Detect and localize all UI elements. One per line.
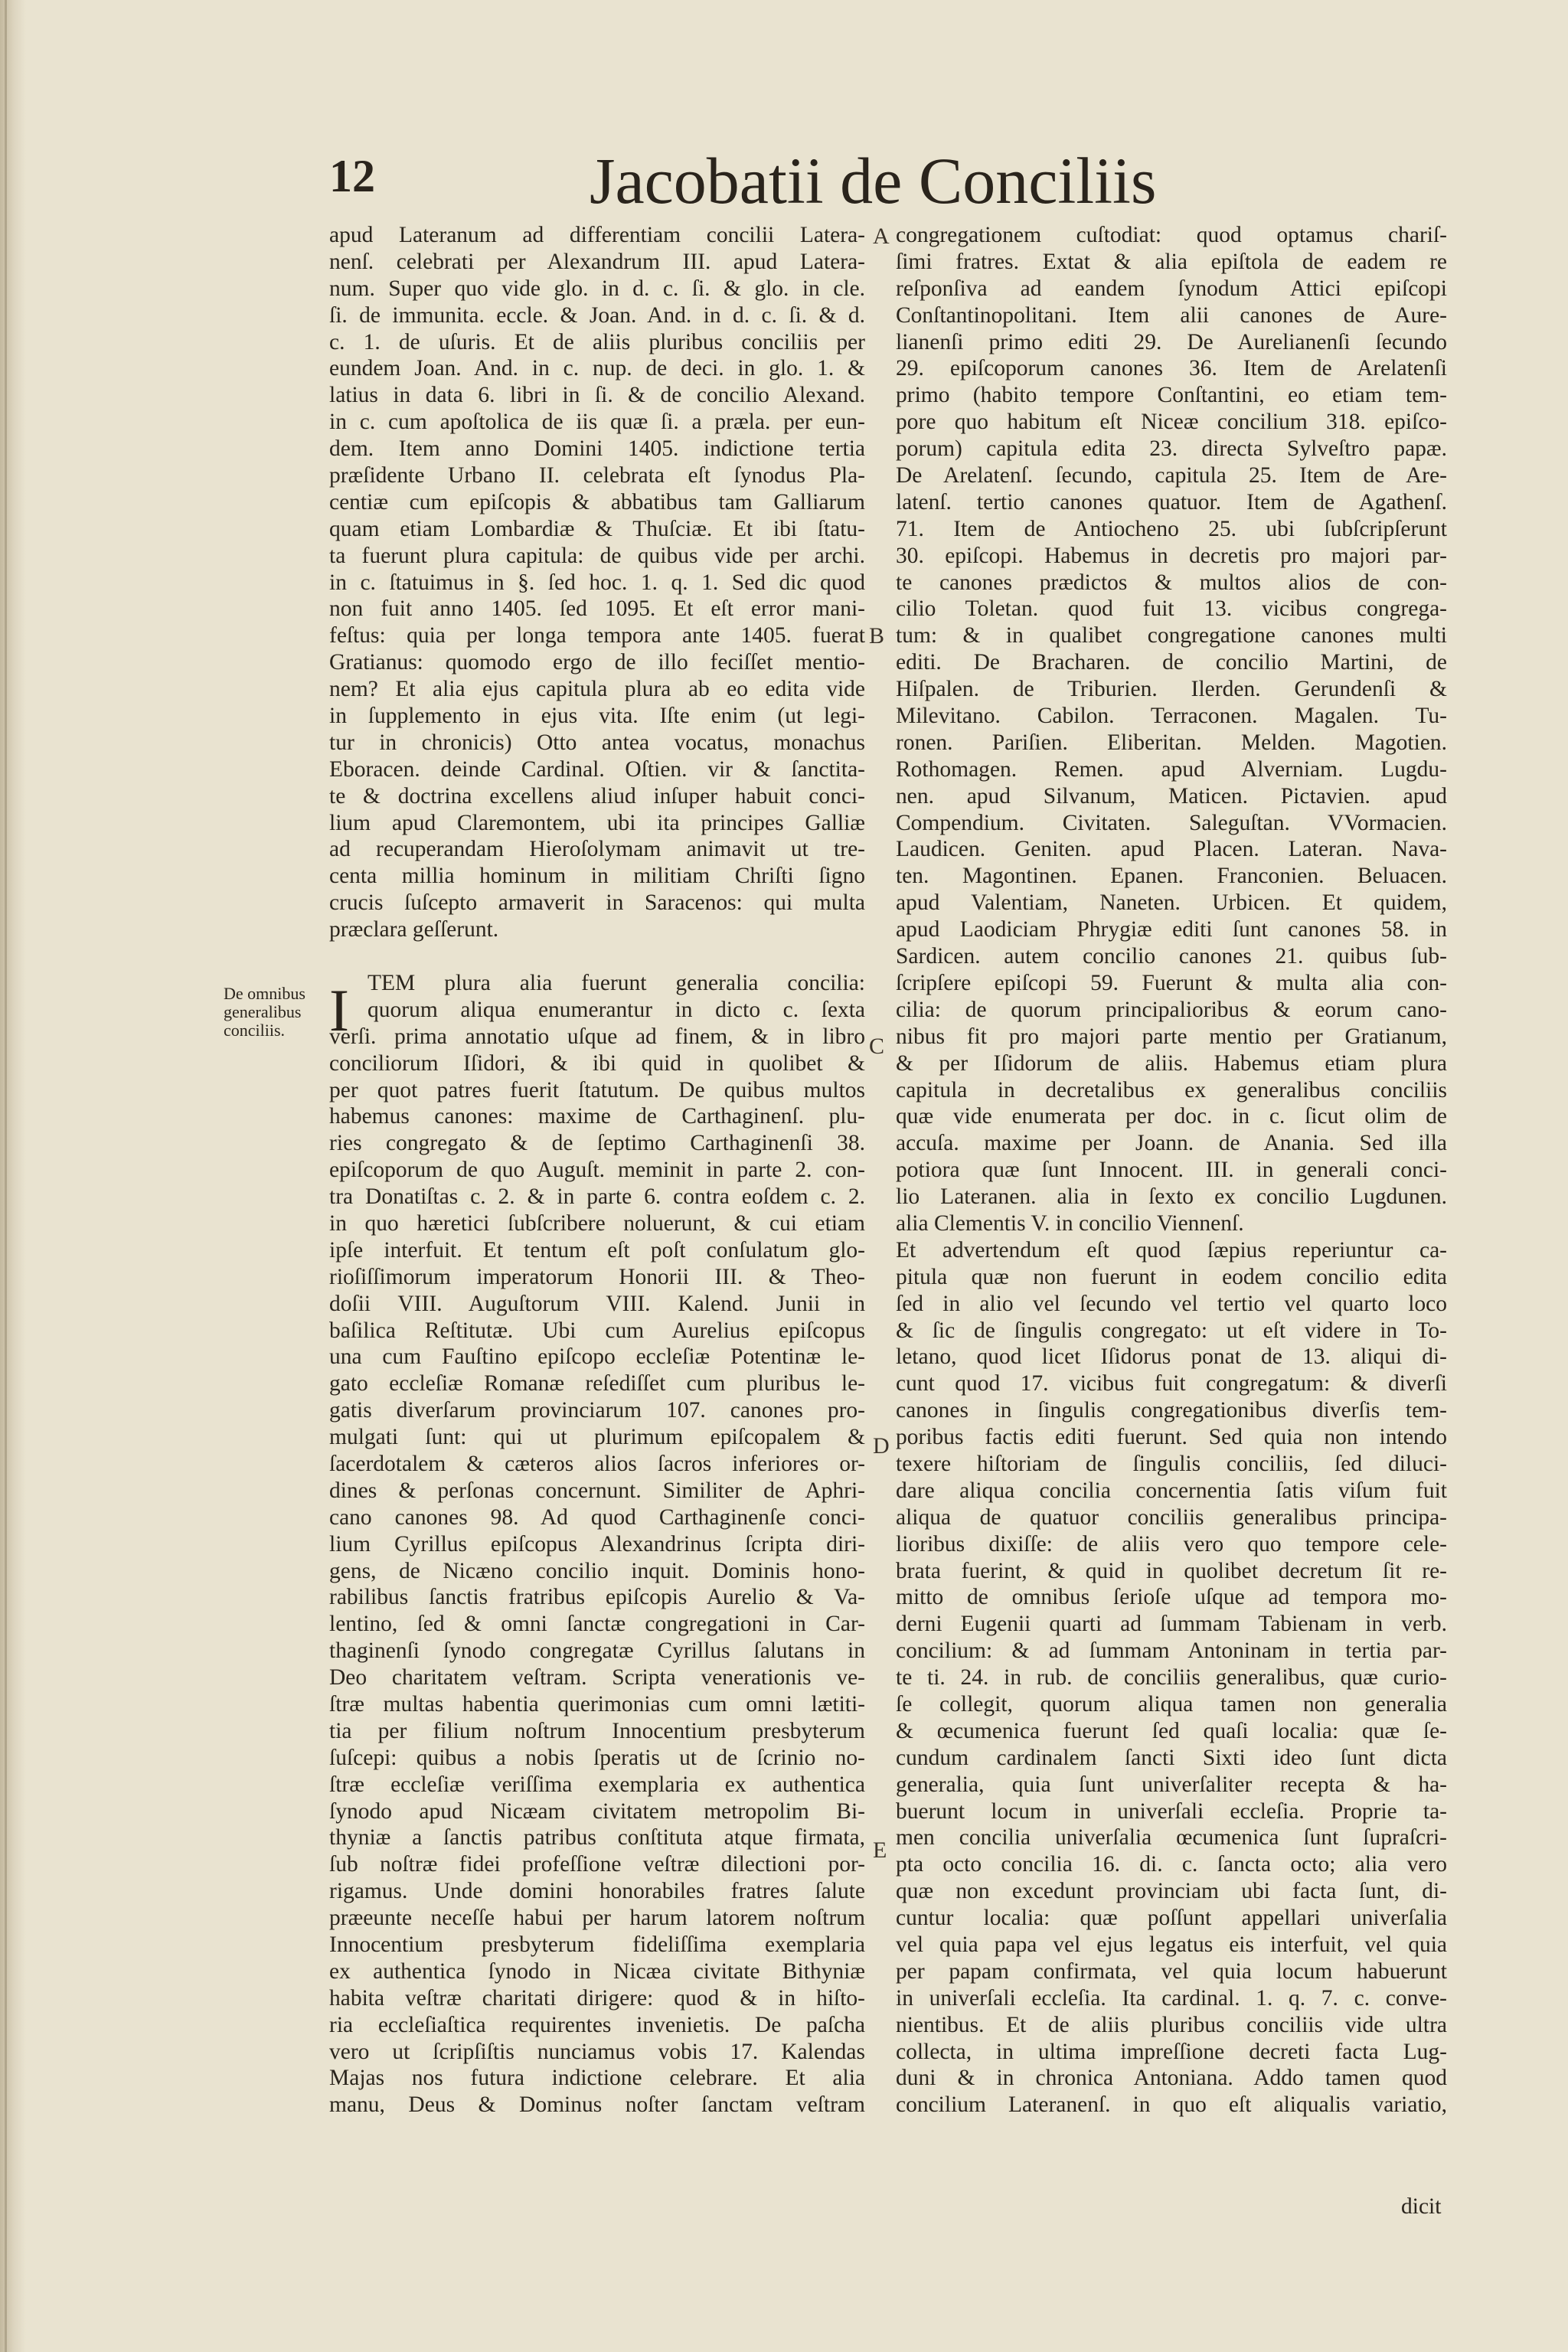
gutter-rule — [5, 0, 7, 2352]
text-line: quorum aliqua enumerantur in dicto c. ſexta — [368, 997, 865, 1022]
text-line: ten. Magontinen. Epanen. Franconien. Beluacen. — [896, 864, 1447, 889]
text-line: lium apud Claremontem, ubi ita principes Galliæ — [329, 810, 865, 835]
text-line: accuſa. maxime per Joann. de Anania. Sed illa — [896, 1131, 1447, 1156]
text-line: habemus canones: maxime de Carthaginenſ. plu- — [329, 1104, 865, 1129]
text-line: rioſiſſimorum imperatorum Honorii III. & Theo- — [329, 1264, 865, 1289]
text-line: ta fuerunt plura capitula: de quibus vide per archi. — [329, 543, 865, 568]
text-line: nen. apud Silvanum, Maticen. Pictavien. apud — [896, 783, 1447, 808]
text-line: ſimi fratres. Extat & alia epiſtola de eadem re — [896, 249, 1447, 274]
text-line: alia Clementis V. in concilio Viennenſ. — [896, 1210, 1244, 1236]
text-line: & per Iſidorum de aliis. Habemus etiam plura — [896, 1050, 1447, 1076]
text-line: ad recuperandam Hieroſolymam animavit ut tre- — [329, 837, 865, 862]
text-line: apud Laodiciam Phrygiæ editi ſunt canones 58. in — [896, 917, 1447, 942]
text-line: tia per filium noſtrum Innocentium presbyterum — [329, 1718, 865, 1743]
text-line: ſtræ multas habentia querimonias cum omni lætiti- — [329, 1691, 865, 1717]
text-line: Sardicen. autem concilio canones 21. quibus ſub- — [896, 944, 1447, 969]
margin-note-line: conciliis. — [224, 1021, 286, 1040]
text-line: ipſe interfuit. Et tentum eſt poſt conſulatum glo- — [329, 1237, 865, 1263]
text-line: editi. De Bracharen. de concilio Martini, de — [896, 650, 1447, 675]
section-letter-a: A — [873, 224, 890, 249]
text-line: latenſ. tertio canones quatuor. Item de Agathenſ. — [896, 489, 1447, 514]
text-line: canones in ſingulis congregationibus diverſis tem- — [896, 1398, 1447, 1423]
text-line: latius in data 6. libri in ſi. & de concilio Alexand. — [329, 383, 865, 408]
text-line: congregationem cuſtodiat: quod optamus chariſ- — [896, 223, 1447, 247]
text-line: brata fuerint, & quid in quolibet decretum ſit re- — [896, 1558, 1447, 1583]
text-line: cano canones 98. Ad quod Carthaginenſe conci- — [329, 1504, 865, 1530]
text-line: manu, Deus & Dominus noſter ſanctam veſtram — [329, 2092, 865, 2118]
text-line: thyniæ a ſanctis patribus conſtituta atque firmata, — [329, 1825, 865, 1851]
text-line: cunt quod 17. vicibus fuit congregatum: & diverſi — [896, 1371, 1447, 1396]
text-line: dare aliqua concilia concernentia ſatis viſum fuit — [896, 1478, 1447, 1503]
text-line: eundem Joan. And. in c. nup. de deci. in glo. 1. & — [329, 356, 865, 381]
text-line: gens, de Nicæno concilio inquit. Dominis hono- — [329, 1558, 865, 1583]
text-line: ria eccleſiaſtica requirentes invenietis. De paſcha — [329, 2012, 865, 2037]
text-line: TEM plura alia fuerunt generalia concilia: — [368, 970, 865, 995]
text-line: concilium Lateranenſ. in quo eſt aliqualis variatio, — [896, 2092, 1447, 2118]
text-line: Deo charitatem veſtram. Scripta venerationis ve- — [329, 1665, 865, 1690]
margin-note-line: generalibus — [224, 1002, 302, 1021]
text-line: centa millia hominum in militiam Chriſti ſigno — [329, 864, 865, 889]
text-line: ex authentica ſynodo in Nicæa civitate Bithyniæ — [329, 1958, 865, 1984]
text-line: una cum Fauſtino epiſcopo eccleſiæ Potentinæ le- — [329, 1344, 865, 1370]
text-line: lium Cyrillus epiſcopus Alexandrinus ſcripta diri- — [329, 1531, 865, 1557]
text-line: ſcripſere epiſcopi 59. Fuerunt & multa alia con- — [896, 970, 1447, 995]
text-line: te canones prædictos & multos alios de con- — [896, 570, 1447, 595]
text-line: ſuſcepi: quibus a nobis ſperatis ut de ſcrinio no- — [329, 1745, 865, 1770]
text-line: duni & in chronica Antoniana. Addo tamen quod — [896, 2066, 1447, 2091]
text-line: dines & perſonas concernunt. Similiter de Aphri- — [329, 1478, 865, 1503]
text-line: Gratianus: quomodo ergo de illo feciſſet mentio- — [329, 650, 865, 675]
text-line: in quo hæretici ſubſcribere noluerunt, & cui etiam — [329, 1210, 865, 1236]
text-line: derni Eugenii quarti ad ſummam Tabienam in verb. — [896, 1612, 1447, 1637]
text-line: Rothomagen. Remen. apud Alverniam. Lugdu- — [896, 756, 1447, 782]
text-line: nem? Et alia ejus capitula plura ab eo edita vide — [329, 677, 865, 702]
text-line: tur in chronicis) Otto antea vocatus, monachus — [329, 730, 865, 755]
text-line: Laudicen. Geniten. apud Placen. Lateran. Nava- — [896, 837, 1447, 862]
text-line: concilium: & ad ſummam Antoninam in tertia par- — [896, 1638, 1447, 1664]
text-line: quæ vide enumerata per doc. in c. ſicut olim de — [896, 1104, 1447, 1129]
text-line: nientibus. Et de aliis pluribus conciliis vide ultra — [896, 2012, 1447, 2037]
text-line: quam etiam Lombardiæ & Thuſciæ. Et ibi ſtatu- — [329, 516, 865, 541]
text-line: non fuit anno 1405. ſed 1095. Et eſt error mani- — [329, 596, 865, 622]
text-line: mulgati ſunt: qui ut plurimum epiſcopalem & — [329, 1425, 865, 1450]
text-line: 29. epiſcoporum canones 36. Item de Arelatenſi — [896, 356, 1447, 381]
right-text-column — [896, 222, 1447, 2118]
text-line: lianenſi primo editi 29. De Aurelianenſi ſecundo — [896, 329, 1447, 354]
text-line: mitto de omnibus ſerioſe uſque ad tempora mo- — [896, 1585, 1447, 1610]
drop-initial: I — [329, 977, 349, 1044]
text-line: gatis diverſarum provinciarum 107. canones pro- — [329, 1398, 865, 1423]
text-line: apud Valentiam, Naneten. Urbicen. Et quidem, — [896, 890, 1447, 916]
text-line — [329, 943, 865, 970]
text-line: pore quo habitum eſt Niceæ concilium 318. epiſco- — [896, 410, 1447, 435]
text-line: primo (habito tempore Conſtantini, eo etiam tem- — [896, 383, 1447, 408]
text-line: potiora quæ ſunt Innocent. III. in generali conci- — [896, 1158, 1447, 1183]
text-line: cuntur localia: quæ poſſunt appellari univerſalia — [896, 1906, 1447, 1931]
text-line: thaginenſi ſynodo congregatæ Cyrillus ſalutans in — [329, 1638, 865, 1664]
text-line: in ſupplemento in ejus vita. Iſte enim (ut legi- — [329, 704, 865, 729]
text-line: & ſic de ſingulis congregato: ut eſt videre in To- — [896, 1318, 1447, 1343]
text-line: pta octo concilia 16. di. c. ſancta octo; alia vero — [896, 1852, 1447, 1877]
text-line: cilia: de quorum principalioribus & eorum cano- — [896, 997, 1447, 1022]
text-line: collecta, in ultima impreſſione decreti facta Lug- — [896, 2039, 1447, 2064]
text-line: in univerſali eccleſia. Ita cardinal. 1. q. 7. c. conve- — [896, 1985, 1447, 2011]
text-line: conciliorum Iſidori, & ibi quid in quolibet & — [329, 1050, 865, 1076]
text-line: rigamus. Unde domini honorabiles fratres ſalute — [329, 1879, 865, 1904]
text-line: per quot patres fuerit ſtatutum. De quibus multos — [329, 1077, 865, 1102]
text-line: verſi. prima annotatio uſque ad finem, & in libro — [329, 1024, 865, 1049]
text-line: ſynodo apud Nicæam civitatem metropolim Bi- — [329, 1798, 865, 1824]
text-line: pitula quæ non fuerunt in eodem concilio edita — [896, 1264, 1447, 1289]
text-line: epiſcoporum de quo Auguſt. meminit in parte 2. con- — [329, 1158, 865, 1183]
text-line: ſacerdotalem & cæteros alios ſacros inferiores or- — [329, 1451, 865, 1476]
text-line: generalia, quia ſunt univerſaliter recepta & ha- — [896, 1772, 1447, 1797]
text-line: reſponſiva ad eandem ſynodum Attici epiſcopi — [896, 276, 1447, 301]
text-line: 71. Item de Antiocheno 25. ubi ſubſcripſerunt — [896, 516, 1447, 541]
text-line: men concilia univerſalia œcumenica ſunt ſupraſcri- — [896, 1825, 1447, 1851]
page-number: 12 — [329, 151, 375, 201]
text-line: tum: & in qualibet congregatione canones multi — [896, 623, 1447, 648]
text-line: tra Donatiſtas c. 2. & in parte 6. contra eoſdem c. 2. — [329, 1184, 865, 1210]
text-line: te ti. 24. in rub. de conciliis generalibus, quæ curio- — [896, 1665, 1447, 1690]
text-line: centiæ cum epiſcopis & abbatibus tam Galliarum — [329, 489, 865, 514]
text-line: Compendium. Civitaten. Saleguſtan. VVormacien. — [896, 810, 1447, 835]
text-line: rabilibus ſanctis fratribus epiſcopis Aurelio & Va- — [329, 1585, 865, 1610]
left-text-column — [329, 222, 865, 2118]
text-line: feſtus: quia per longa tempora ante 1405. fuerat — [329, 623, 865, 648]
text-line: ſtræ eccleſiæ veriſſima exemplaria ex authentica — [329, 1772, 865, 1797]
text-line: baſilica Reſtitutæ. Ubi cum Aurelius epiſcopus — [329, 1318, 865, 1343]
text-line: ſed in alio vel ſecundo vel tertio vel quarto loco — [896, 1291, 1447, 1316]
text-line: ſub noſtræ fidei profeſſione veſtræ dilectioni por- — [329, 1852, 865, 1877]
text-line: crucis ſuſcepto armaverit in Saracenos: qui multa — [329, 890, 865, 916]
text-line: in c. ſtatuimus in §. ſed hoc. 1. q. 1. Sed dic quod — [329, 570, 865, 595]
text-line: poribus factis editi fuerunt. Sed quia non intendo — [896, 1425, 1447, 1450]
text-line: in c. cum apoſtolica de iis quæ ſi. a præla. per eun- — [329, 410, 865, 435]
text-line: letano, quod licet Iſidorus ponat de 13. aliqui di- — [896, 1344, 1447, 1370]
text-line: Milevitano. Cabilon. Terraconen. Magalen. Tu- — [896, 704, 1447, 729]
margin-note — [224, 985, 331, 1040]
catchword: dicit — [1401, 2194, 1442, 2219]
text-line: 30. epiſcopi. Habemus in decretis pro majori par- — [896, 543, 1447, 568]
text-line: ſi. de immunita. eccle. & Joan. And. in d. c. ſi. & d. — [329, 302, 865, 328]
text-line: porum) capitula edita 23. directa Sylveſtro papæ. — [896, 436, 1447, 462]
text-line: ries congregato & de ſeptimo Carthaginenſi 38. — [329, 1131, 865, 1156]
text-line: præclara geſſerunt. — [329, 917, 499, 942]
text-line: dem. Item anno Domini 1405. indictione tertia — [329, 436, 865, 462]
section-letter-c: C — [869, 1034, 885, 1059]
text-line: cundum cardinalem ſancti Sixti ideo ſunt dicta — [896, 1745, 1447, 1770]
text-line: habita veſtræ charitati dirigere: quod & in hiſto- — [329, 1985, 865, 2011]
text-line: aliqua de quatuor conciliis generalibus principa- — [896, 1504, 1447, 1530]
section-letter-d: D — [873, 1433, 890, 1459]
text-line: buerunt locum in univerſali eccleſia. Proprie ta- — [896, 1798, 1447, 1824]
text-line: Eboracen. deinde Cardinal. Oſtien. vir & ſanctita- — [329, 756, 865, 782]
text-line: præeunte neceſſe habui per harum latorem noſtrum — [329, 1906, 865, 1931]
text-line: quæ non excedunt provinciam ubi facta ſunt, di- — [896, 1879, 1447, 1904]
section-letter-e: E — [873, 1838, 887, 1863]
text-line: Conſtantinopolitani. Item alii canones de Aure- — [896, 302, 1447, 328]
text-line: ſe collegit, quorum aliqua tamen non generalia — [896, 1691, 1447, 1717]
text-line: capitula in decretalibus ex generalibus conciliis — [896, 1077, 1447, 1102]
text-line: nibus fit pro majori parte mentio per Gratianum, — [896, 1024, 1447, 1049]
text-line: per papam confirmata, vel quia locum habuerunt — [896, 1958, 1447, 1984]
text-line: lentino, ſed & omni ſanctæ congregationi in Car- — [329, 1612, 865, 1637]
text-line: lio Lateranen. alia in ſexto ex concilio Lugdunen. — [896, 1184, 1447, 1210]
text-line: lioribus dixiſſe: de aliis vero quo tempore cele- — [896, 1531, 1447, 1557]
text-line: doſii VIII. Auguſtorum VIII. Kalend. Junii in — [329, 1291, 865, 1316]
text-line: De Arelatenſ. ſecundo, capitula 25. Item de Are- — [896, 463, 1447, 488]
text-line: num. Super quo vide glo. in d. c. ſi. & glo. in cle. — [329, 276, 865, 301]
text-line: nenſ. celebrati per Alexandrum III. apud Latera- — [329, 249, 865, 274]
margin-note-line: De omnibus — [224, 984, 305, 1003]
text-line: & œcumenica fuerunt ſed quaſi localia: quæ ſe- — [896, 1718, 1447, 1743]
text-line: Majas nos futura indictione celebrare. Et alia — [329, 2066, 865, 2091]
text-line: vero ut ſcripſiſtis nunciamus vobis 17. Kalendas — [329, 2039, 865, 2064]
text-line: præſidente Urbano II. celebrata eſt ſynodus Pla- — [329, 463, 865, 488]
text-line: cilio Toletan. quod fuit 13. vicibus congrega- — [896, 596, 1447, 622]
running-title: Jacobatii de Conciliis — [590, 144, 1157, 217]
text-line: Hiſpalen. de Triburien. Ilerden. Gerundenſi & — [896, 677, 1447, 702]
text-line: te & doctrina excellens aliud inſuper habuit conci- — [329, 783, 865, 808]
text-line: ronen. Pariſien. Eliberitan. Melden. Magotien. — [896, 730, 1447, 755]
text-line: gato eccleſiæ Romanæ reſediſſet cum pluribus le- — [329, 1371, 865, 1396]
text-line: vel quia papa vel ejus legatus eis interfuit, vel quia — [896, 1932, 1447, 1957]
text-line: Innocentium presbyterum fideliſſima exemplaria — [329, 1932, 865, 1957]
text-line: apud Lateranum ad differentiam concilii Latera- — [329, 223, 865, 247]
section-letter-b: B — [869, 623, 885, 648]
text-line: texere hiſtoriam de ſingulis conciliis, ſed diluci- — [896, 1451, 1447, 1476]
text-line: Et advertendum eſt quod ſæpius reperiuntur ca- — [896, 1237, 1447, 1263]
text-line: c. 1. de uſuris. Et de aliis pluribus conciliis per — [329, 329, 865, 354]
